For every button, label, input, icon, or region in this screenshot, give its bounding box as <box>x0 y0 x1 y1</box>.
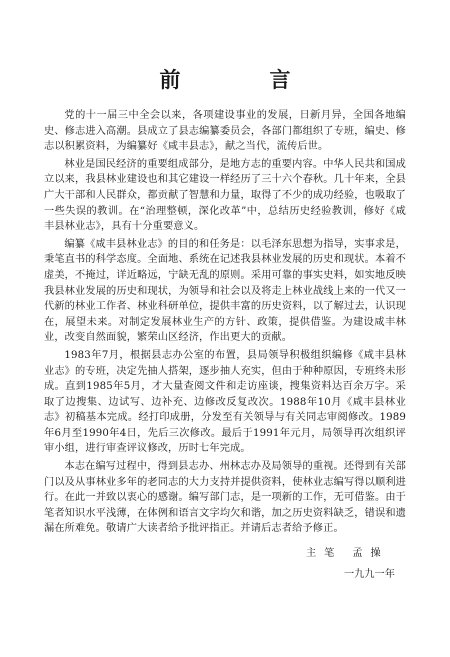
page-title: 前 言 <box>159 67 325 92</box>
paragraph-2: 林业是国民经济的重要组成部分，是地方志的重要内容。中华人民共和国成立以来，我县林业建设也和其它建设一样经历了三十六个春秋。几十年来，全县广大干部和人民群众，都贡献了智慧和力量，取得了不少的成功经验，也吸取了一些失误的教训。在“治理整顿，深化改革”中，总结历史经验教训，修好《咸丰县林业志》，具有十分重要意义。 <box>44 158 406 233</box>
paragraph-4: 1983年7月，根据县志办公室的布置，县局领导积极组织编修《咸丰县林业志》的专班，决定先抽人搭架，逐步抽人充实，但由于种种原因，专班终未形成。直到1985年5月，才大量查阅文件和走访座谈，搜集资料达百余万字。采取了边搜集、边试写、边补充、边修改反复改次。1988年10月《咸丰县林业志》初稿基本完成。经打印成册，分发至有关领导与有关同志审阅修改。1989年6月至1990年4日，先后三次修改。最后于1991年元月，局领导再次组织评审小组，进行审查评议修改，历时七年完成。 <box>44 349 406 455</box>
paragraph-1: 党的十一届三中全会以来，各项建设事业的发展，日新月异，全国各地编史、修志进入高潮。县成立了县志编纂委员会，各部门都组织了专班，编史、修志以积累资料，为编纂好《咸丰县志》，献之当代，流传后世。 <box>44 110 406 153</box>
paragraph-3: 编纂《咸丰县林业志》的目的和任务是：以毛泽东思想为指导，实事求是，秉笔直书的科学态度。全面地、系统在记述我县林业发展的历史和现状。本着不虚美，不掩过，详近略远，宁缺无乱的原则。采用可靠的事实史料，如实地反映我县林业发展的历史和现状，为领导和社会以及将走上林业战线上来的一代又一代新的林业工作者、林业科研单位，提供丰富的历史资料，以了解过去，认识现在，展望未来。对制定发展林业生产的方针、政策，提供借鉴。为建设咸丰林业，改变自然面貌，繁荣山区经济，作出更大的贡献。 <box>44 238 406 344</box>
paragraph-5: 本志在编写过程中，得到县志办、州林志办及局领导的重视。还得到有关部门以及从事林业多年的老同志的大力支持并提供资料，使林业志编写得以顺利进行。在此一并致以衷心的感谢。编写部门志，是一项新的工作，无可借鉴。由于笔者知识水平浅薄，在体例和语言文字均欠和谐，加之历史资料缺乏，错误和遗漏在所难免。敬请广大读者给予批评指正。并请后志者给予修正。 <box>44 461 406 535</box>
signature-name: 孟操 <box>352 548 389 560</box>
signature-role: 主笔 <box>306 548 343 560</box>
signature-date: 一九九一年 <box>344 569 395 581</box>
signature-line <box>306 545 406 562</box>
